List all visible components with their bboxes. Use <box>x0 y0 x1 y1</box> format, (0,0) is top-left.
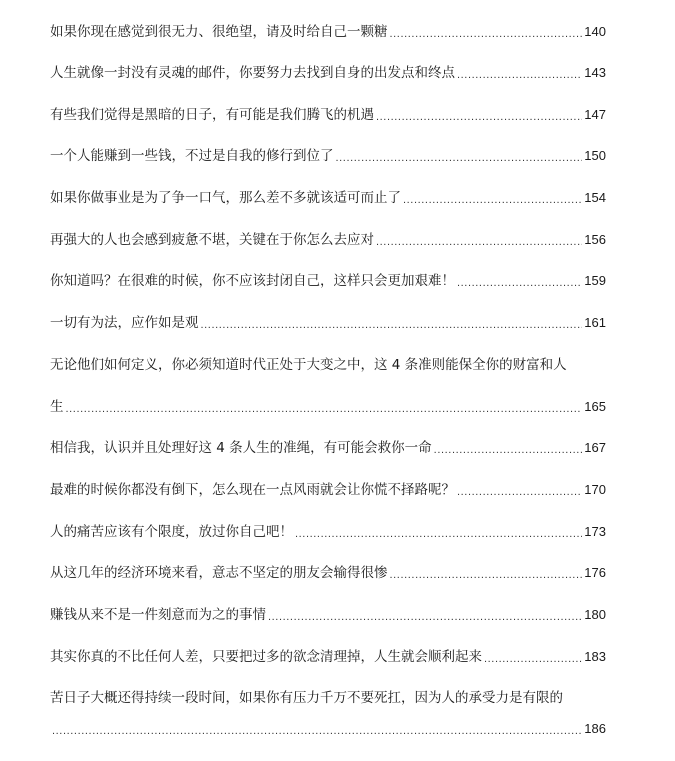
toc-entry-page: 147 <box>584 107 606 122</box>
toc-entry[interactable] <box>50 187 606 209</box>
dot-leader <box>66 396 583 418</box>
toc-entry-page: 140 <box>584 24 606 39</box>
toc-entry-page: 167 <box>584 440 606 455</box>
toc-entry-page: 156 <box>584 232 606 247</box>
dot-leader <box>268 604 582 626</box>
toc-entry-title: 如果你现在感觉到很无力、很绝望，请及时给自己一颗糖 <box>50 24 388 40</box>
toc-entry-title: 一切有为法，应作如是观 <box>50 315 199 331</box>
toc-entry-title: 人的痛苦应该有个限度，放过你自己吧！ <box>50 524 293 540</box>
toc-entry-page: 165 <box>584 399 606 414</box>
toc-entry-page: 186 <box>584 721 606 736</box>
toc-entry[interactable] <box>50 62 606 84</box>
dot-leader <box>52 718 582 740</box>
toc-entry[interactable] <box>50 718 606 740</box>
dot-leader <box>434 437 583 459</box>
toc-entry-page: 150 <box>584 148 606 163</box>
toc-entry-title-line1[interactable]: 无论他们如何定义，你必须知道时代正处于大变之中，这 4 条准则能保全你的财富和人 <box>50 357 567 373</box>
toc-entry-title-line1[interactable]: 苦日子大概还得持续一段时间，如果你有压力千万不要死扛，因为人的承受力是有限的 <box>50 690 563 706</box>
toc-entry[interactable] <box>50 104 606 126</box>
toc-entry-page: 143 <box>584 65 606 80</box>
toc-entry[interactable] <box>50 604 606 626</box>
toc-entry[interactable] <box>50 270 606 292</box>
dot-leader <box>336 145 583 167</box>
dot-leader <box>390 562 583 584</box>
toc-entry-title: 赚钱从来不是一件刻意而为之的事情 <box>50 607 266 623</box>
dot-leader <box>390 21 583 43</box>
toc-entry[interactable] <box>50 312 606 334</box>
toc-entry-title: 有些我们觉得是黑暗的日子，有可能是我们腾飞的机遇 <box>50 107 374 123</box>
toc-entry[interactable] <box>50 521 606 543</box>
toc-entry-title: 一个人能赚到一些钱，不过是自我的修行到位了 <box>50 148 334 164</box>
dot-leader <box>376 104 582 126</box>
toc-entry-page: 170 <box>584 482 606 497</box>
toc-entry[interactable] <box>50 479 606 501</box>
dot-leader <box>457 62 582 84</box>
toc-entry-title: 其实你真的不比任何人差，只要把过多的欲念清理掉，人生就会顺利起来 <box>50 649 482 665</box>
toc-entry[interactable] <box>50 396 606 418</box>
dot-leader <box>457 270 582 292</box>
toc-entry-title: 再强大的人也会感到疲惫不堪，关键在于你怎么去应对 <box>50 232 374 248</box>
toc-entry-page: 161 <box>584 315 606 330</box>
dot-leader <box>403 187 582 209</box>
toc-entry[interactable] <box>50 646 606 668</box>
dot-leader <box>295 521 582 543</box>
toc-entry-page: 159 <box>584 273 606 288</box>
toc-entry[interactable] <box>50 229 606 251</box>
dot-leader <box>457 479 582 501</box>
toc-entry[interactable] <box>50 437 606 459</box>
toc-entry-page: 173 <box>584 524 606 539</box>
toc-entry-page: 183 <box>584 649 606 664</box>
toc-entry-title: 从这几年的经济环境来看，意志不坚定的朋友会输得很惨 <box>50 565 388 581</box>
toc-entry-page: 154 <box>584 190 606 205</box>
toc-entry[interactable] <box>50 145 606 167</box>
toc-entry-title: 最难的时候你都没有倒下，怎么现在一点风雨就会让你慌不择路呢？ <box>50 482 455 498</box>
toc-entry-page: 180 <box>584 607 606 622</box>
dot-leader <box>484 646 582 668</box>
toc-entry-page: 176 <box>584 565 606 580</box>
toc-entry-title: 人生就像一封没有灵魂的邮件，你要努力去找到自身的出发点和终点 <box>50 65 455 81</box>
toc-entry[interactable] <box>50 21 606 43</box>
toc-entry-title: 相信我，认识并且处理好这 4 条人生的准绳，有可能会救你一命 <box>50 440 432 456</box>
toc-entry-title: 生 <box>50 399 64 415</box>
dot-leader <box>201 312 583 334</box>
toc-entry-title: 你知道吗？在很难的时候，你不应该封闭自己，这样只会更加艰难！ <box>50 273 455 289</box>
toc-entry[interactable] <box>50 562 606 584</box>
dot-leader <box>376 229 582 251</box>
toc-entry-title: 如果你做事业是为了争一口气，那么差不多就该适可而止了 <box>50 190 401 206</box>
